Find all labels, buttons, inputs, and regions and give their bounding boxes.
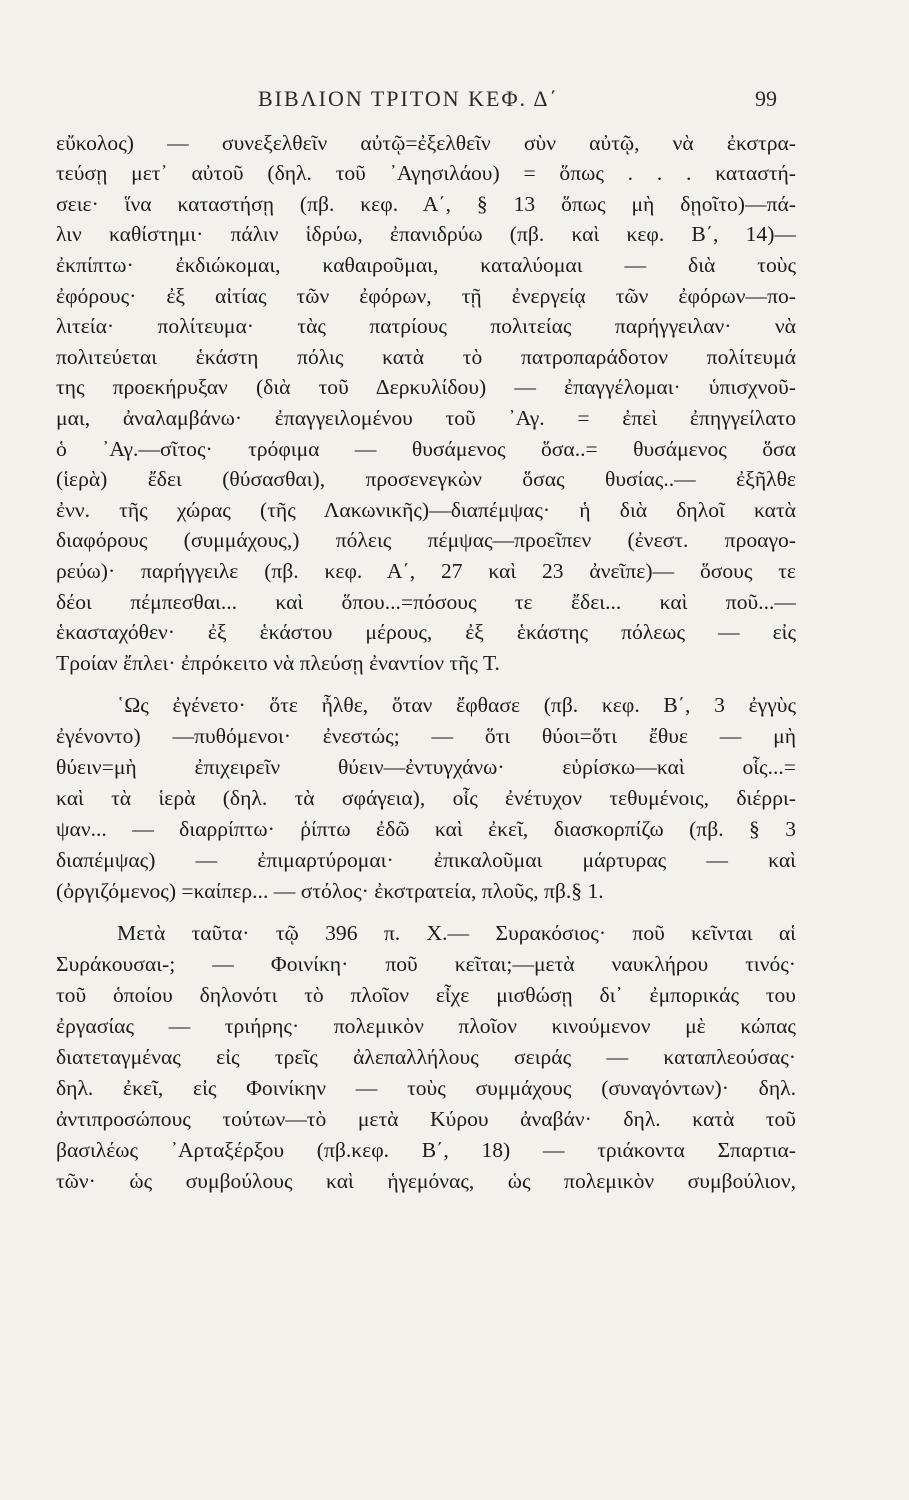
text-line: Τροίαν ἔπλει· ἐπρόκειτο νὰ πλεύσῃ ἐναντίον τῆς Τ.	[56, 651, 500, 675]
text-line: μαι, ἀναλαμβάνω· ἐπαγγειλομένου τοῦ ᾿Αγ. = ἐπεὶ ἐπηγγείλατο	[56, 406, 796, 430]
text-line: τοῦ ὁποίου δηλονότι τὸ πλοῖον εἶχε μισθώσῃ δι᾽ ἐμπορικάς του	[56, 983, 796, 1007]
text-line: ἀντιπροσώπους τούτων—τὸ μετὰ Κύρου ἀναβάν· δηλ. κατὰ τοῦ	[56, 1107, 796, 1131]
text-line: διαφόρους (συμμάχους,) πόλεις πέμψας—προεῖπεν (ἐνεστ. προαγο-	[56, 528, 796, 552]
text-line: πολιτεύεται ἑκάστη πόλις κατὰ τὸ πατροπαράδοτον πολίτευμά	[56, 345, 796, 369]
page-number: 99	[755, 86, 777, 111]
text-line: τεύσῃ μετ᾽ αὐτοῦ (δηλ. τοῦ ᾿Αγησιλάου) = ὅπως . . . καταστή-	[56, 161, 796, 185]
text-line: ὁ ᾿Αγ.—σῖτος· τρόφιμα — θυσάμενος ὅσα..= θυσάμενος ὅσα	[56, 437, 796, 461]
text-line: ἐκπίπτω· ἐκδιώκομαι, καθαιροῦμαι, καταλύομαι — διὰ τοὺς	[56, 253, 796, 277]
text-line: (ὀργιζόμενος) =καίπερ... — στόλος· ἐκστρατεία, πλοῦς, πβ.§ 1.	[56, 879, 604, 903]
text-line: ἐγένοντο) —πυθόμενοι· ἐνεστώς; — ὅτι θύοι=ὅτι ἔθυε — μὴ	[56, 724, 796, 748]
text-line: της προεκήρυξαν (διὰ τοῦ Δερκυλίδου) — ἐπαγγέλομαι· ὑπισχνοῦ-	[56, 375, 796, 399]
text-line: ἐνν. τῆς χώρας (τῆς Λακωνικῆς)—διαπέμψας· ἡ διὰ δηλοῖ κατὰ	[56, 498, 796, 522]
text-line: ἐργασίας — τριήρης· πολεμικὸν πλοῖον κινούμενον μὲ κώπας	[56, 1014, 796, 1038]
text-line: λιτεία· πολίτευμα· τὰς πατρίους πολιτείας παρήγγειλαν· νὰ	[56, 314, 796, 338]
text-line: ρεύω)· παρήγγειλε (πβ. κεφ. Α΄, 27 καὶ 23 ἀνεῖπε)— ὅσους τε	[56, 559, 796, 583]
text-line: ψαν... — διαρρίπτω· ῥίπτω ἐδῶ καὶ ἐκεῖ, διασκορπίζω (πβ. § 3	[56, 817, 796, 841]
text-line: βασιλέως ᾿Αρταξέρξου (πβ.κεφ. Β΄, 18) — τριάκοντα Σπαρτια-	[56, 1138, 796, 1162]
text-line: ἑκασταχόθεν· ἐξ ἑκάστου μέρους, ἐξ ἑκάστης πόλεως — εἰς	[56, 620, 796, 644]
text-line: λιν καθίστημι· πάλιν ἱδρύω, ἐπανιδρύω (πβ. καὶ κεφ. Β΄, 14)—	[56, 222, 796, 246]
text-line: Μετὰ ταῦτα· τῷ 396 π. Χ.— Συρακόσιος· ποῦ κεῖνται αἱ	[117, 921, 796, 945]
text-line: θύειν=μὴ ἐπιχειρεῖν θύειν—ἐντυγχάνω· εὑρίσκω—καὶ οἷς...=	[56, 755, 796, 779]
text-line: εὔκολος) — συνεξελθεῖν αὐτῷ=ἐξελθεῖν σὺν αὐτῷ, νὰ ἐκστρα-	[56, 131, 796, 155]
text-line: ἐφόρους· ἐξ αἰτίας τῶν ἐφόρων, τῇ ἐνεργείᾳ τῶν ἐφόρων—πο-	[56, 284, 796, 308]
text-line: διαπέμψας) — ἐπιμαρτύρομαι· ἐπικαλοῦμαι μάρτυρας — καὶ	[56, 848, 796, 872]
text-line: δέοι πέμπεσθαι... καὶ ὅπου...=πόσους τε ἔδει... καὶ ποῦ...—	[56, 590, 796, 614]
text-line: δηλ. ἐκεῖ, εἰς Φοινίκην — τοὺς συμμάχους (συναγόντων)· δηλ.	[56, 1076, 796, 1100]
text-line: τῶν· ὡς συμβούλους καὶ ἡγεμόνας, ὡς πολεμικὸν συμβούλιον,	[56, 1169, 796, 1193]
text-line: ῾Ως ἐγένετο· ὅτε ἦλθε, ὅταν ἔφθασε (πβ. κεφ. Β΄, 3 ἐγγὺς	[117, 693, 796, 717]
running-head-title: ΒΙΒΛΙΟΝ ΤΡΙΤΟΝ ΚΕΦ. Δ΄	[258, 86, 559, 111]
text-line: Συράκουσαι-; — Φοινίκη· ποῦ κεῖται;—μετὰ ναυκλήρου τινός·	[56, 952, 796, 976]
text-line: σειε· ἵνα καταστήσῃ (πβ. κεφ. Α΄, § 13 ὅπως μὴ δῃοῖτο)—πά-	[56, 192, 796, 216]
text-line: καὶ τὰ ἱερὰ (δηλ. τὰ σφάγεια), οἷς ἐνέτυχον τεθυμένοις, διέρρι-	[56, 786, 796, 810]
running-head	[0, 86, 909, 116]
text-line: διατεταγμένας εἰς τρεῖς ἀλεπαλλήλους σειράς — καταπλεούσας·	[56, 1045, 796, 1069]
text-line: (ἱερὰ) ἔδει (θύσασθαι), προσενεγκὼν ὅσας θυσίας..— ἐξῆλθε	[56, 467, 796, 491]
